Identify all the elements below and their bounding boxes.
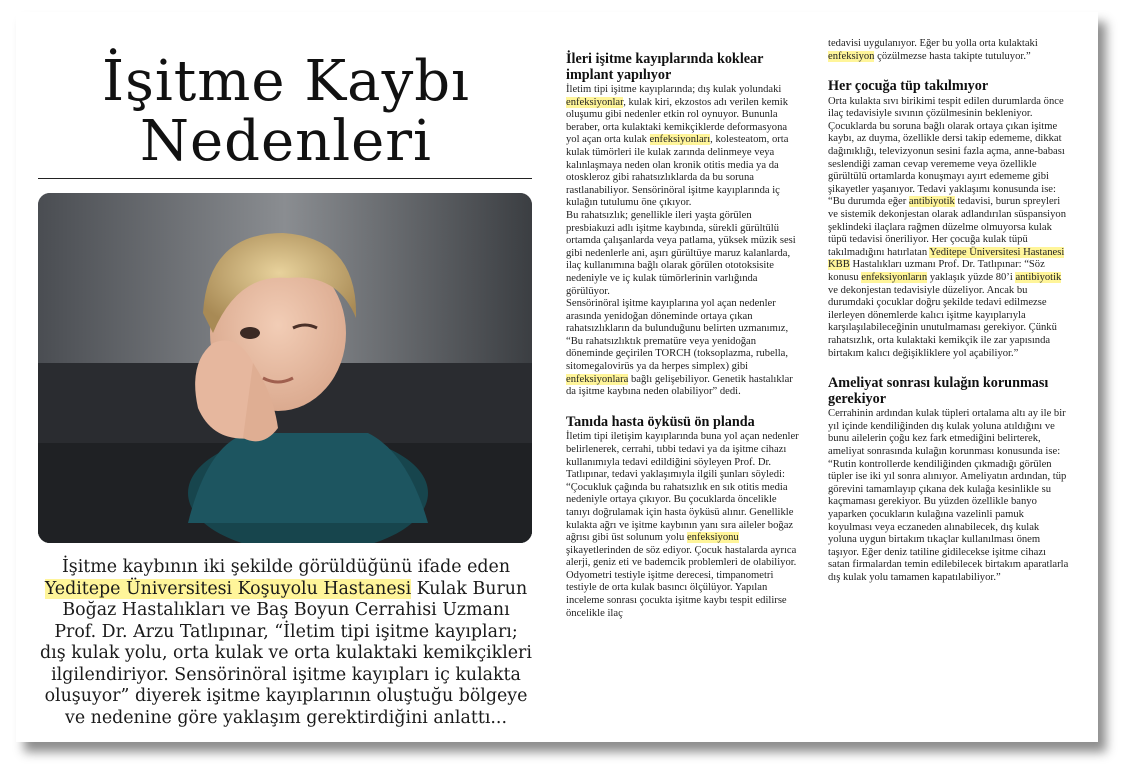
spacer	[566, 399, 802, 415]
text-run: tedavisi uygulanıyor. Eğer bu yolla orta kulaktaki	[828, 38, 1038, 49]
lead-paragraph	[40, 557, 532, 729]
text-run: Sensörinöral işitme kayıplarına yol açan nedenler arasında yenidoğan döneminde ortaya çıkan rahatsızlıkların da bulunduğunu belirten uzmanımız, “Bu rahatsızlıktık prematüre veya yenidoğan döneminde geçirilen TORCH (toksoplazma, rubella, sitomegalovirüs ya da herpes simplex) gibi	[566, 298, 789, 373]
article-column-2	[828, 38, 1070, 584]
text-run: tedavisi, burun spreyleri ve sistemik dekonjestan olarak adlandırılan süspansiyon şeklindeki ilaçlara rağmen düzelme olmuyorsa kulak tüpü tedavisi öneriliyor. Her çocuğa kulak tüpü takılmadığını hatırlatan	[828, 196, 1067, 258]
lead-text-2: Kulak Burun Boğaz Hastalıkları ve Baş Boyun Cerrahisi Uzmanı Prof. Dr. Arzu Tatlıpınar, “İletim tipi işitme kayıpları; dış kulak yolu, orta kulak ve orta kulaktaki kemikçikleri ilgilendiriyor. Sensörinöral işitme kayıpları iç kulakta oluşuyor” diyerek işitme kayıplarının oluştuğu bölgeye ve nedenine göre yaklaşım gerektirdiğini anlattı...	[40, 578, 532, 728]
text-run: çözülmezse hasta takipte tutuluyor.”	[874, 50, 1031, 62]
highlight-term: enfeksiyonu	[686, 532, 739, 544]
text-run: , kulak kiri, ekzostos adı verilen kemik oluşumu gibi nedenler etkin rol oynuyor. Bununla beraber, orta kulaktaki kemikçiklerde deformasyona yol açan orta kulak	[566, 96, 788, 146]
col1-paragraph-3	[566, 298, 802, 399]
col1-paragraph-4: İletim tipi iletişim kayıplarında buna yol açan nedenler belirlenerek, cerrahi, tıbbi tedavi ya da işitme cihazı kullanımıyla tedavi edildiğini söyleyen Prof. Dr. Tatlıpınar, tedavi yaklaşımıyla ilgili şunları söyledi:	[566, 431, 799, 481]
subheading-ameliyat: Ameliyat sonrası kulağın korunması gerekiyor	[828, 375, 1049, 407]
col1-paragraph-1	[566, 84, 802, 210]
text-run: “Çocukluk çağında bu rahatsızlık en sık otitis media nedeniyle ortaya çıkıyor. Bu çocuklarda öncelikle tanıyı doğrulamak için hasta öyküsü alınır. Genellikle kulakta ağrı ve işitme kaybının yanı sıra aileler boğaz ağrısı gibi üst solunum yolu	[566, 481, 794, 544]
subheading-tup: Her çocuğa tüp takılmıyor	[828, 78, 989, 95]
highlight-term: enfeksiyonlar	[566, 96, 624, 108]
text-run: bağlı gelişebiliyor. Genetik hastalıklar da işitme kaybına neden olabiliyor” dedi.	[566, 373, 793, 398]
text-run: yaklaşık yüzde 80’i	[927, 272, 1016, 283]
col2-paragraph-0	[828, 38, 1070, 63]
title-line-1: İşitme Kaybı	[102, 49, 470, 114]
article-column-1	[566, 52, 802, 620]
col1-paragraph-2: Bu rahatsızlık; genellikle ileri yaşta görülen presbiakuzi adlı işitme kaybında, sürekli gürültülü ortamda çalışanlarda veya patlama, yüksek müzik sesi gibi nedenlerle ani, aşırı gürültüye maruz kalanlarda, ilaç kullanımına bağlı olarak görülen ototoksisite nedeniyle ve iç kulak tümörlerinin varlığında görülüyor.	[566, 209, 796, 297]
article-title	[76, 49, 496, 174]
lead-highlight: Yeditepe Üniversitesi Koşuyolu Hastanesi	[44, 578, 412, 599]
title-divider	[38, 178, 532, 179]
spacer	[828, 63, 1070, 79]
text-run: , kolesteatom, orta kulak tümörleri ile kulak zarında delinmeye veya kalınlaşmaya neden olan kronik otitis media ya da otoskleroz gibi rahatsızlıklarda da bu soruna rastlanabiliyor. Sensörinöral işitme kayıplarında iç kulağın tutulumu öne çıkıyor.	[566, 134, 789, 209]
highlight-term: antibiyotik	[1015, 272, 1062, 283]
title-line-2: Nedenleri	[140, 109, 432, 174]
subheading-tani: Tanıda hasta öyküsü ön planda	[566, 413, 755, 430]
magazine-page	[16, 12, 1098, 742]
col2-paragraph-2: Cerrahinin ardından kulak tüpleri ortalama altı ay ile bir yıl içinde kendiliğinden dış kulak yoluna atıldığını ve bunu ailelerin çoğu kez fark etmediğini belirterek, ameliyat sonrasında kulağın korunması konusunda ise: “Rutin kontrollerde kendiliğinden çıkmadığı görülen tüpler ise iki yıl sonra alınıyor. Ameliyatın ardından, tüp görevini tamamlayıp çıkana dek kulağa kesinlikle su kaçmaması gerekiyor. Bu yüzden özellikle banyo yaparken çocukların kulağına vazelinli pamuk koyulması veya eczaneden alınabilecek, dış kulak yoluna uygun birtakım tıkaçlar kullanılması önem taşıyor. Eğer deniz tatiline gidilecekse işitme cihazı satan firmalardan temin edilebilecek birtakım aparatlarla dış kulak yolu tamamen kapatılabiliyor.”	[828, 408, 1069, 583]
highlight-term: enfeksiyonların	[861, 272, 928, 283]
highlight-term: Yeditepe Üniversitesi Hastanesi KBB	[828, 246, 1065, 271]
highlight-term: enfeksiyonlara	[566, 373, 629, 385]
col2-paragraph-1	[828, 96, 1070, 360]
lead-text-1: İşitme kaybının iki şekilde görüldüğünü ifade eden	[61, 557, 511, 577]
text-run: Hastalıkları uzmanı Prof. Dr. Tatlıpınar: “Söz konusu	[828, 259, 1045, 283]
col1-paragraph-5	[566, 482, 802, 621]
text-run: İletim tipi işitme kayıplarında; dış kulak yolundaki	[566, 84, 782, 95]
subheading-koklear: İleri işitme kayıplarında koklear implant yapılıyor	[566, 51, 764, 83]
highlight-term: enfeksiyon	[828, 50, 875, 62]
spacer	[828, 360, 1070, 376]
text-run: Orta kulakta sıvı birikimi tespit edilen durumlarda önce ilaç tedavisiyle sıvının çözülmesinin bekleniyor. Çocuklarda bu soruna bağlı olarak ortaya çıkan işitme kaybı, az duyma, özellikle dersi takip edememe, dikkat dağınıklığı, televizyonun sesini fazla açma, anne-babası seslendiği zaman cevap verememe veya özellikle gürültülü ortamlarda konuşmayı ayırt edememe gibi şikayetler yaşanıyor. Tedavi yaklaşımı konusunda ise: “Bu durumda eğer	[828, 95, 1065, 208]
child-photo-illustration	[38, 193, 532, 543]
text-run: ve dekonjestan tedavisiyle düzeliyor. Ancak bu durumdaki çocuklar doğru şekilde tedavi edilmezse ilerleyen dönemlerde kalıcı işitme kayıplarıyla karşılaşılabileceğinin unutulmaması gerekiyor. Çünkü rahatsızlık, orta kulaktaki kemikçik ile zar yapısında birtakım kalıcı değişikliklere yol açabiliyor.”	[828, 284, 1057, 359]
highlight-term: antibiyotik	[908, 196, 955, 208]
text-run: şikayetlerinden de söz ediyor. Çocuk hastalarda ayrıca alerji, geniz eti ve bademcik problemleri de olabiliyor. Odyometri testiyle işitme derecesi, timpanometri testiyle de orta kulak basıncı ölçülüyor. Yapılan inceleme sonrası çocukta işitme kaybı tespit edilirse öncelikle ilaç	[566, 544, 797, 619]
article-photo	[38, 193, 532, 543]
highlight-term: enfeksiyonları	[649, 134, 711, 146]
